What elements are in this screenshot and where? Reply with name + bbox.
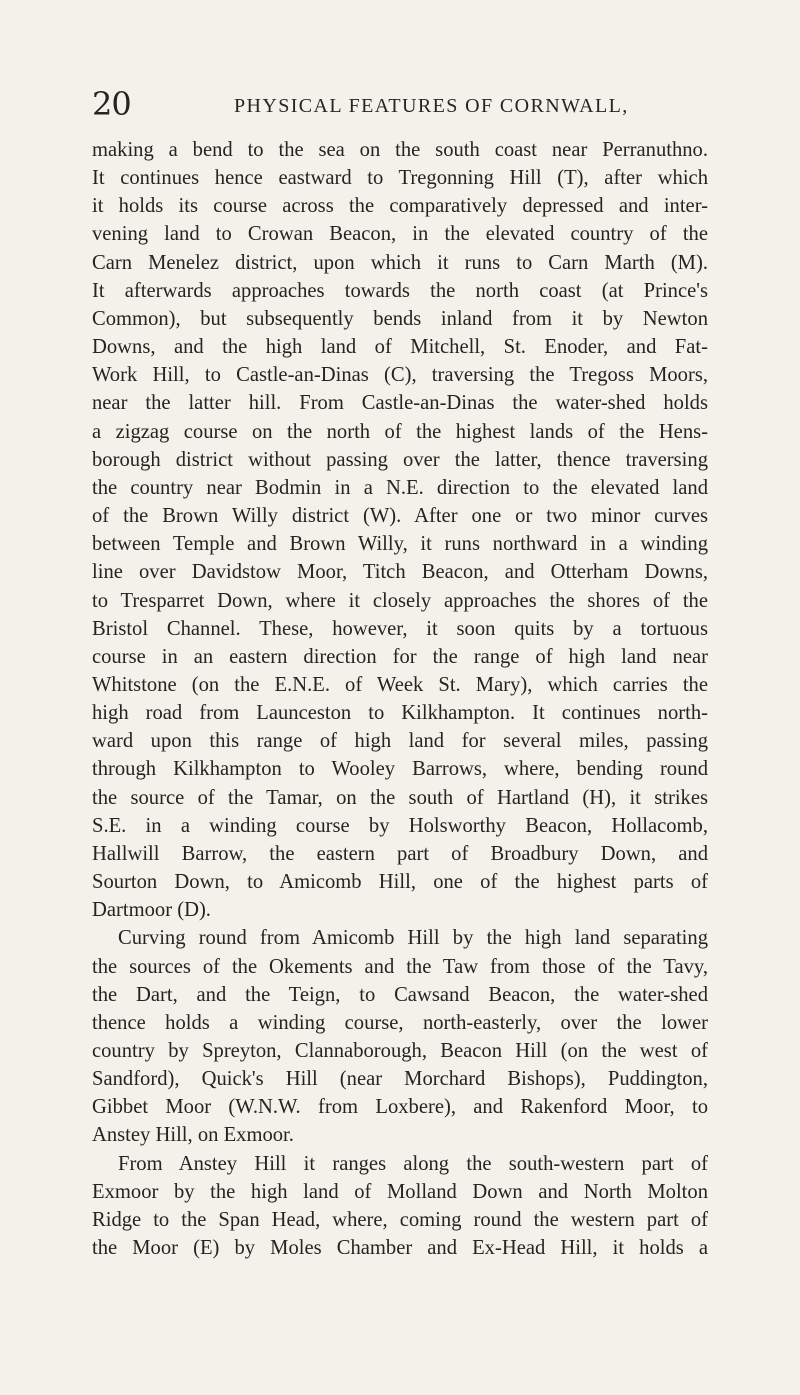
text-line: Anstey Hill, on Exmoor. — [92, 1124, 294, 1147]
text-line: through Kilkhampton to Wooley Barrows, where, bending round — [92, 758, 708, 781]
text-line: ward upon this range of high land for several miles, passing — [92, 730, 708, 753]
page-header — [92, 84, 712, 124]
text-line: Work Hill, to Castle-an-Dinas (C), traversing the Tregoss Moors, — [92, 364, 708, 387]
running-head: PHYSICAL FEATURES OF CORNWALL, — [234, 95, 629, 117]
text-line: the sources of the Okements and the Taw from those of the Tavy, — [92, 955, 708, 978]
paragraph — [92, 924, 708, 1149]
body-text — [92, 136, 708, 1262]
text-line: From Anstey Hill it ranges along the south-western part of — [118, 1152, 708, 1175]
text-line: the Dart, and the Teign, to Cawsand Beacon, the water-shed — [92, 983, 708, 1006]
text-line: Common), but subsequently bends inland from it by Newton — [92, 307, 708, 330]
text-line: Ridge to the Span Head, where, coming round the western part of — [92, 1208, 708, 1231]
text-line: Curving round from Amicomb Hill by the high land separating — [118, 927, 708, 950]
paragraph — [92, 1150, 708, 1263]
text-line: It afterwards approaches towards the north coast (at Prince's — [92, 279, 708, 302]
text-line: Bristol Channel. These, however, it soon quits by a tortuous — [92, 617, 708, 640]
text-line: S.E. in a winding course by Holsworthy Beacon, Hollacomb, — [92, 814, 708, 837]
text-line: a zigzag course on the north of the highest lands of the Hens- — [92, 420, 708, 443]
text-line: line over Davidstow Moor, Titch Beacon, and Otterham Downs, — [92, 561, 708, 584]
text-line: the source of the Tamar, on the south of Hartland (H), it strikes — [92, 786, 708, 809]
text-line: making a bend to the sea on the south coast near Perranuthno. — [92, 139, 708, 161]
text-line: to Tresparret Down, where it closely approaches the shores of the — [92, 589, 708, 612]
text-line: Dartmoor (D). — [92, 899, 211, 922]
text-line: Carn Menelez district, upon which it runs to Carn Marth (M). — [92, 251, 708, 274]
text-line: of the Brown Willy district (W). After one or two minor curves — [92, 505, 708, 528]
text-line: the Moor (E) by Moles Chamber and Ex-Head Hill, it holds a — [92, 1237, 708, 1260]
paragraph — [92, 136, 708, 924]
text-line: high road from Launceston to Kilkhampton. It continues north- — [92, 702, 708, 725]
text-line: Sourton Down, to Amicomb Hill, one of the highest parts of — [92, 871, 708, 894]
text-line: thence holds a winding course, north-easterly, over the lower — [92, 1011, 708, 1034]
text-line: Gibbet Moor (W.N.W. from Loxbere), and Rakenford Moor, to — [92, 1096, 708, 1119]
text-line: country by Spreyton, Clannaborough, Beacon Hill (on the west of — [92, 1040, 708, 1062]
text-line: It continues hence eastward to Tregonning Hill (T), after which — [92, 167, 708, 190]
text-line: borough district without passing over the latter, thence traversing — [92, 448, 708, 471]
text-line: the country near Bodmin in a N.E. direction to the elevated land — [92, 476, 708, 499]
text-line: between Temple and Brown Willy, it runs northward in a winding — [92, 533, 708, 556]
text-line: Exmoor by the high land of Molland Down and North Molton — [92, 1180, 708, 1203]
text-line: Whitstone (on the E.N.E. of Week St. Mary), which carries the — [92, 673, 708, 696]
text-line: Sandford), Quick's Hill (near Morchard Bishops), Puddington, — [92, 1068, 708, 1091]
text-line: Hallwill Barrow, the eastern part of Broadbury Down, and — [92, 842, 708, 865]
page-number: 20 — [92, 85, 131, 123]
text-line: it holds its course across the comparatively depressed and inter- — [92, 195, 708, 218]
text-line: vening land to Crowan Beacon, in the elevated country of the — [92, 223, 708, 246]
text-line: course in an eastern direction for the range of high land near — [92, 645, 708, 668]
text-line: Downs, and the high land of Mitchell, St. Enoder, and Fat- — [92, 336, 708, 359]
text-line: near the latter hill. From Castle-an-Dinas the water-shed holds — [92, 392, 708, 415]
